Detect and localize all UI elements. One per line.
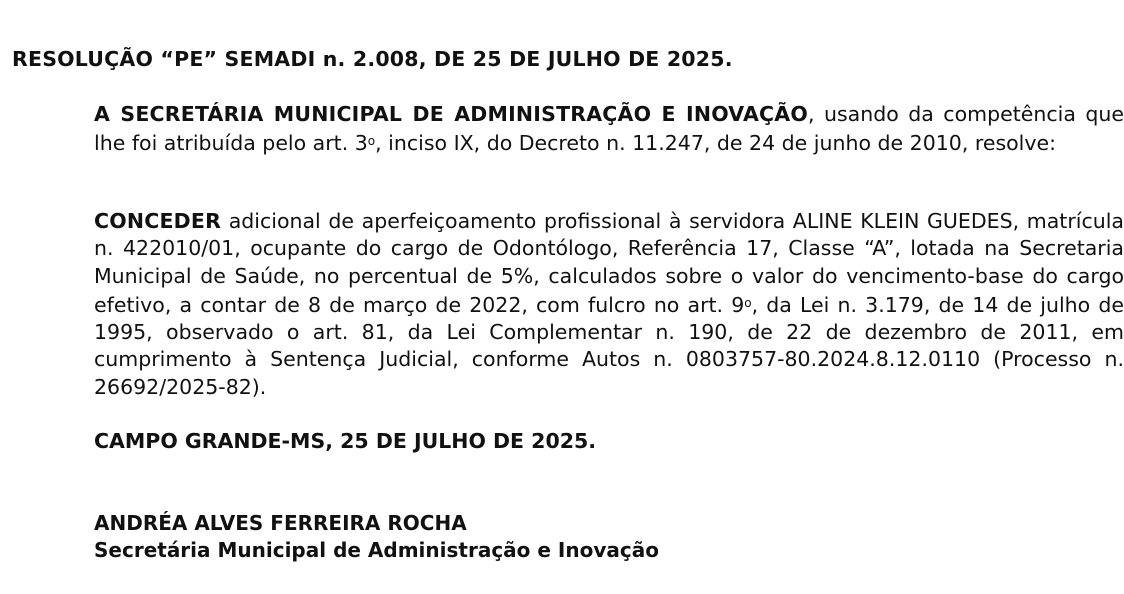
preamble-text-part-2: , inciso IX, do Decreto n. 11.247, de 24 de junho de 2010, resolve: (375, 131, 1057, 156)
preamble-text-part-1: , usando da competência que lhe foi atribuída pelo art. 3 (94, 102, 1124, 156)
decision-verb: CONCEDER (94, 209, 222, 233)
signatory-role: Secretária Municipal de Administração e Inovação (94, 538, 659, 562)
decision-text-part-2: , da Lei n. 3.179, de 14 de julho de 1995, observado o art. 81, da Lei Complementar n. 190, de 22 de dezembro de 2011, em cumprimento à Sentença Judicial, conforme Autos n. 0803757-80.2024.8.12.0110 (Processo n. 26692/2025-82). (94, 292, 1124, 399)
place-and-date: CAMPO GRANDE-MS, 25 DE JULHO DE 2025. (94, 429, 597, 453)
ordinal-indicator: o (744, 295, 752, 310)
document-title: RESOLUÇÃO “PE” SEMADI n. 2.008, DE 25 DE JULHO DE 2025. (12, 47, 733, 71)
signatory-name: ANDRÉA ALVES FERREIRA ROCHA (94, 511, 467, 535)
decision-paragraph (12, 208, 1124, 401)
authority-name: A SECRETÁRIA MUNICIPAL DE ADMINISTRAÇÃO E INOVAÇÃO (94, 102, 808, 126)
preamble-paragraph (12, 101, 1124, 158)
ordinal-indicator: o (367, 134, 376, 149)
decision-text-part-1: adicional de aperfeiçoamento profissional à servidora ALINE KLEIN GUEDES, matrícula n. 422010/01, ocupante do cargo de Odontólogo, Referência 17, Classe “A”, lotada na Secretaria Municipal de Saúde, no percentual de 5%, calculados sobre o valor do vencimento-base do cargo efetivo, a contar de 8 de março de 2022, com fulcro no art. 9 (94, 209, 1124, 317)
